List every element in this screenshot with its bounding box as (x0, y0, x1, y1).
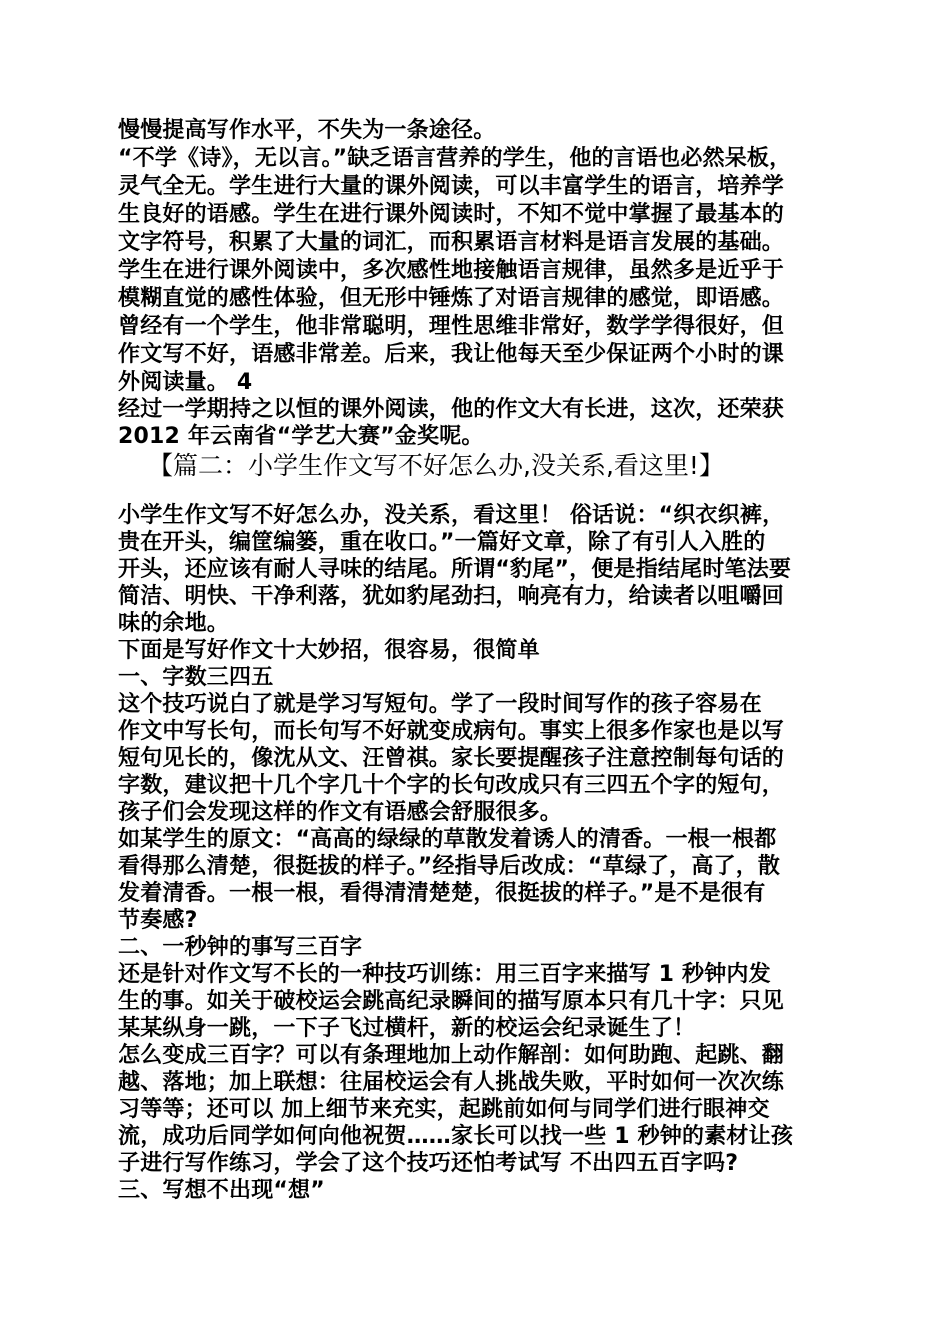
text-line: 外阅读量。 4 (118, 370, 253, 395)
text-line: 经过一学期持之以恒的课外阅读，他的作文大有长进，这次，还荣获 (118, 397, 785, 422)
text-line: 发着清香。一根一根，看得清清楚楚，很挺拔的样子。”是不是很有 (118, 881, 766, 906)
text-line: 味的余地。 (118, 611, 230, 636)
text-line: 怎么变成三百字？可以有条理地加上动作解剖：如何助跑、起跳、翻 (118, 1043, 785, 1068)
text-line: 作文写不好，语感非常差。后来，我让他每天至少保证两个小时的课 (118, 342, 785, 367)
subheading-line: 一、字数三四五 (118, 665, 274, 690)
text-line: 小学生作文写不好怎么办，没关系，看这里！ 俗话说：“织衣织裤， (118, 503, 785, 528)
text-line: 2012 年云南省“学艺大赛”金奖呢。 (118, 424, 484, 449)
text-line: 字数，建议把十几个字几十个字的长句改成只有三四五个字的短句， (118, 773, 785, 798)
text-line: 某某纵身一跳，一下子飞过横杆，新的校运会纪录诞生了！ (118, 1016, 696, 1041)
text-line: 看得那么清楚，很挺拔的样子。”经指导后改成：“草绿了，高了，散 (118, 854, 781, 879)
text-line: “不学《诗》，无以言。”缺乏语言营养的学生，他的言语也必然呆板， (118, 146, 792, 171)
text-line: 作文中写长句，而长句写不好就变成病句。事实上很多作家也是以写 (118, 719, 785, 744)
text-line: 简洁、明快、干净利落，犹如豹尾劲扫，响亮有力，给读者以咀嚼回 (118, 584, 785, 609)
text-line: 孩子们会发现这样的作文有语感会舒服很多。 (118, 800, 563, 825)
text-line: 慢慢提高写作水平，不失为一条途径。 (118, 118, 496, 143)
text-line: 文字符号，积累了大量的词汇，而积累语言材料是语言发展的基础。 (118, 230, 785, 255)
subheading-line: 三、写想不出现“想” (118, 1178, 325, 1203)
text-line: 短句见长的，像沈从文、汪曾祺。家长要提醒孩子注意控制每句话的 (118, 746, 785, 771)
text-line: 贵在开头，编筐编篓，重在收口。”一篇好文章，除了有引人入胜的 (118, 530, 766, 555)
text-line: 越、落地；加上联想：往届校运会有人挑战失败，平时如何一次次练 (118, 1070, 785, 1095)
section-heading: 【篇二：小学生作文写不好怎么办,没关系,看这里!】 (148, 451, 724, 480)
text-line: 节奏感? (118, 908, 198, 933)
text-line: 流，成功后同学如何向他祝贺……家长可以找一些 1 秒钟的素材让孩 (118, 1124, 794, 1149)
text-line: 开头，还应该有耐人寻味的结尾。所谓“豹尾”，便是指结尾时笔法要 (118, 557, 792, 582)
text-line: 子进行写作练习，学会了这个技巧还怕考试写 不出四五百字吗? (118, 1151, 739, 1176)
text-line: 灵气全无。学生进行大量的课外阅读，可以丰富学生的语言，培养学 (118, 174, 785, 199)
text-line: 生良好的语感。学生在进行课外阅读时，不知不觉中掌握了最基本的 (118, 202, 785, 227)
text-line: 还是针对作文写不长的一种技巧训练：用三百字来描写 1 秒钟内发 (118, 962, 771, 987)
text-line: 习等等；还可以 加上细节来充实，起跳前如何与同学们进行眼神交 (118, 1097, 770, 1122)
text-line: 模糊直觉的感性体验，但无形中锤炼了对语言规律的感觉，即语感。 (118, 286, 785, 311)
text-line: 下面是写好作文十大妙招，很容易，很简单 (118, 638, 540, 663)
text-line: 生的事。如关于破校运会跳高纪录瞬间的描写原本只有几十字：只见 (118, 989, 785, 1014)
text-line: 这个技巧说白了就是学习写短句。学了一段时间写作的孩子容易在 (118, 692, 762, 717)
text-line: 如某学生的原文：“高高的绿绿的草散发着诱人的清香。一根一根都 (118, 827, 777, 852)
text-line: 曾经有一个学生，他非常聪明，理性思维非常好，数学学得很好，但 (118, 314, 785, 339)
text-line: 学生在进行课外阅读中，多次感性地接触语言规律，虽然多是近乎于 (118, 258, 785, 283)
subheading-line: 二、一秒钟的事写三百字 (118, 935, 363, 960)
